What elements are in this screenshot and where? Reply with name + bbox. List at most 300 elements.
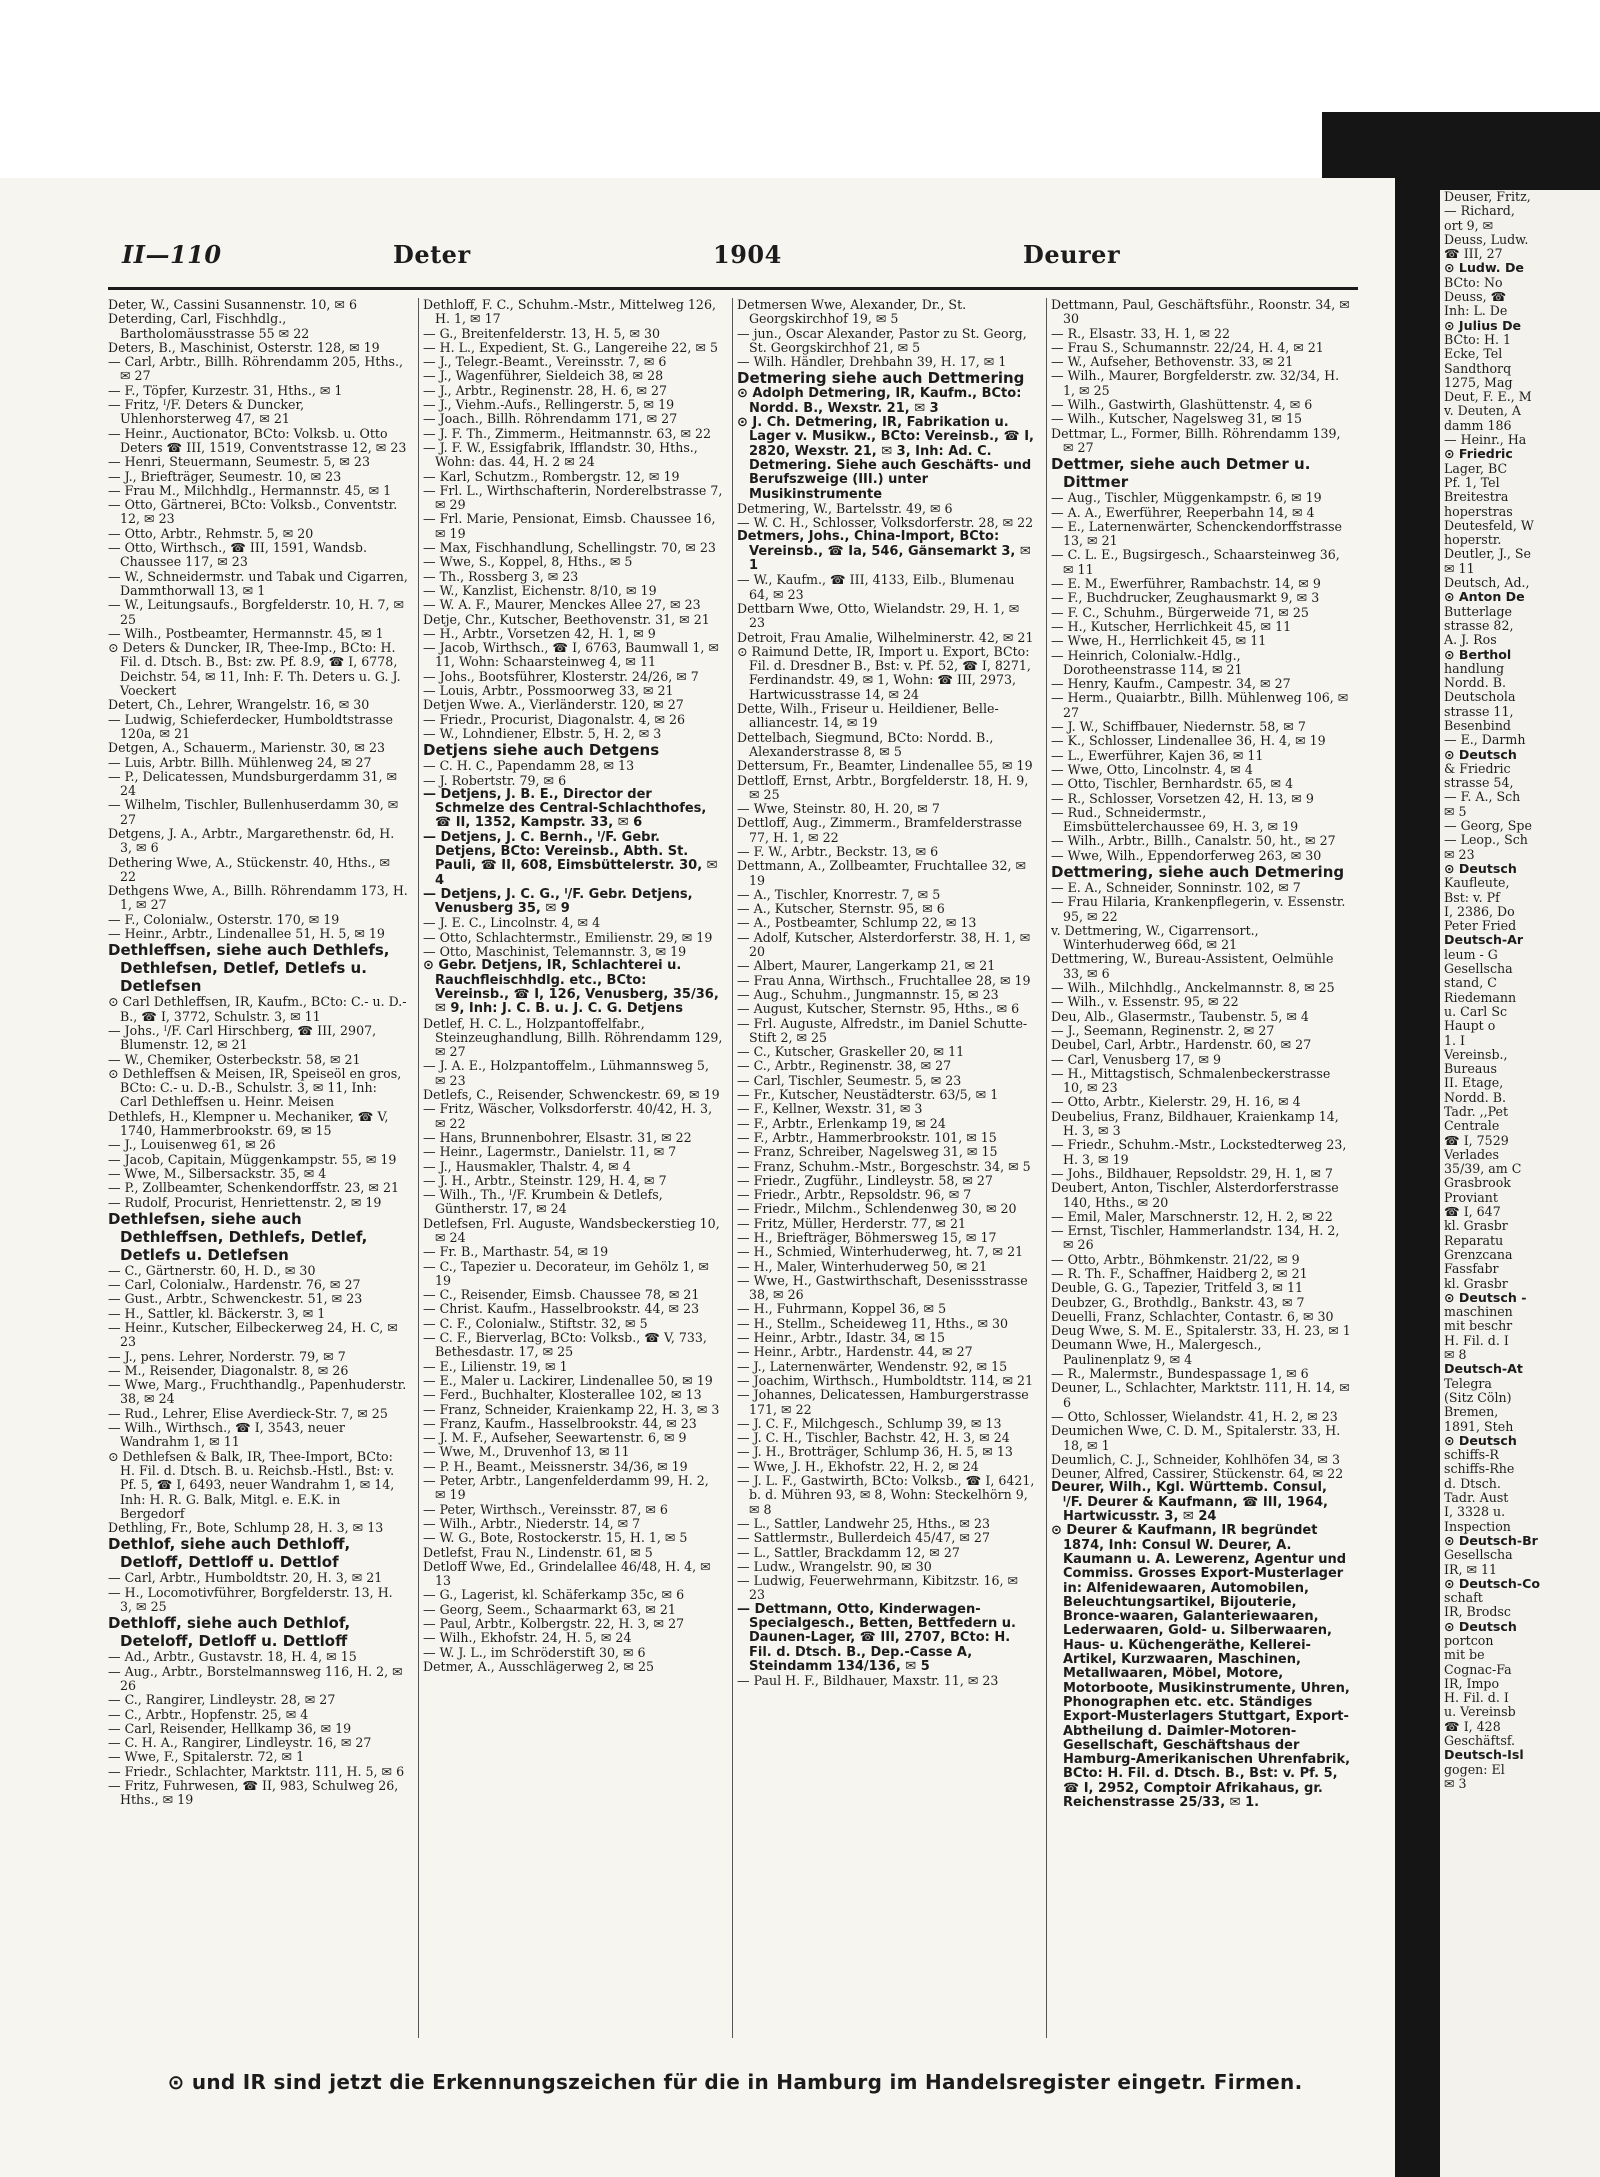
directory-entry: Deuner, L., Schlachter, Marktstr. 111, H. 14, ✉ 6 xyxy=(1051,1380,1350,1410)
directory-entry: — J., Laternenwärter, Wendenstr. 92, ✉ 15 xyxy=(737,1358,1008,1374)
directory-entry: — P., Delicatessen, Mundsburgerdamm 31, ✉ 24 xyxy=(108,768,398,799)
directory-entry: — J. F. W., Essigfabrik, Ifflandstr. 30, Hths., Wohn: das. 44, H. 2 ✉ 24 xyxy=(423,439,698,470)
directory-entry: — Gust., Arbtr., Schwenckestr. 51, ✉ 23 xyxy=(108,1291,363,1307)
directory-entry: Detmering, W., Bartelsstr. 49, ✉ 6 xyxy=(737,500,953,516)
directory-entry: ⊙ Carl Dethleffsen, IR, Kaufm., BCto: C.- u. D.-B., ☎ I, 3772, Schulstr. 3, ✉ 11 xyxy=(108,994,407,1024)
directory-entry: — P. H., Beamt., Meissnerstr. 34/36, ✉ 19 xyxy=(423,1458,688,1474)
directory-entry: — Carl, Arbtr., Billh. Röhrendamm 205, Hths., ✉ 27 xyxy=(108,354,404,384)
adjacent-page-line: mit beschr xyxy=(1444,1318,1513,1334)
directory-entry: — Wwe, M., Silbersackstr. 35, ✉ 4 xyxy=(108,1165,327,1181)
directory-entry: — Aug., Arbtr., Borstelmannsweg 116, H. 2, ✉ 26 xyxy=(108,1663,403,1693)
adjacent-page-line: schiffs-R xyxy=(1444,1447,1499,1463)
adjacent-page-line: leum - G xyxy=(1444,946,1498,962)
directory-entry: Detlefst, Frau N., Lindenstr. 61, ✉ 5 xyxy=(423,1544,653,1560)
directory-entry: Dettelbach, Siegmund, BCto: Nordd. B., Alexanderstrasse 8, ✉ 5 xyxy=(737,729,994,759)
adjacent-page-line: Ecke, Tel xyxy=(1444,346,1503,362)
adjacent-page-line: IR, Impo xyxy=(1444,1675,1500,1691)
directory-entry: — Wwe, H., Gastwirthschaft, Desenissstrasse 38, ✉ 26 xyxy=(737,1272,1028,1303)
directory-entry: — Ludw., Wrangelstr. 90, ✉ 30 xyxy=(737,1558,932,1574)
directory-entry: Deuner, Alfred, Cassirer, Stückenstr. 64, ✉ 22 xyxy=(1051,1466,1344,1482)
adjacent-page-line: ⊙ Julius De xyxy=(1444,317,1522,333)
adjacent-page-line: 1. I xyxy=(1444,1032,1465,1048)
section-heading: Dettmering, siehe auch Detmering xyxy=(1051,862,1345,881)
directory-entry: — H., Schmied, Winterhuderweg, ht. 7, ✉ 21 xyxy=(737,1244,1024,1260)
adjacent-page-line: ⊙ Deutsch - xyxy=(1444,1289,1527,1305)
adjacent-page-line: A. J. Ros xyxy=(1444,632,1497,648)
directory-entry: — C. L. E., Bugsirgesch., Schaarsteinweg 36, ✉ 11 xyxy=(1051,547,1340,577)
year-label: 1904 xyxy=(713,240,782,269)
directory-entry: — W., Kaufm., ☎ III, 4133, Eilb., Blumenau 64, ✉ 23 xyxy=(737,572,1015,602)
directory-entry: — Franz, Schuhm.-Mstr., Borgeschstr. 34, ✉ 5 xyxy=(737,1158,1031,1174)
adjacent-page-line: ⊙ Deutsch xyxy=(1444,746,1517,762)
directory-entry: Deubzer, G., Brothdlg., Bankstr. 43, ✉ 7 xyxy=(1051,1294,1305,1310)
directory-entry: — Otto, Arbtr., Böhmkenstr. 21/22, ✉ 9 xyxy=(1051,1251,1300,1267)
directory-entry: — Frau M., Milchhdlg., Hermannstr. 45, ✉ 1 xyxy=(108,482,392,498)
header-rule xyxy=(108,287,1358,290)
directory-entry: — Wilh., Maurer, Borgfelderstr. zw. 32/34, H. 1, ✉ 25 xyxy=(1051,368,1340,398)
directory-entry: — C. F., Bierverlag, BCto: Volksb., ☎ V, 733, Bethesdastr. 17, ✉ 25 xyxy=(423,1330,707,1360)
directory-entry: — Carl, Venusberg 17, ✉ 9 xyxy=(1051,1051,1222,1067)
adjacent-page-line: Deutschola xyxy=(1444,689,1516,705)
adjacent-page-line: ⊙ Berthol xyxy=(1444,646,1512,662)
directory-entry: — E., Lilienstr. 19, ✉ 1 xyxy=(423,1358,568,1374)
directory-entry: Detlef, H. C. L., Holzpantoffelfabr., Steinzeughandlung, Billh. Röhrendamm 129, ✉ 27 xyxy=(423,1015,723,1060)
adjacent-page-line: Inspection xyxy=(1444,1518,1511,1534)
directory-entry: — C., Reisender, Eimsb. Chaussee 78, ✉ 21 xyxy=(423,1287,700,1303)
directory-entry: — C. H. C., Papendamm 28, ✉ 13 xyxy=(423,758,635,774)
directory-entry: — Henry, Kaufm., Campestr. 34, ✉ 27 xyxy=(1051,676,1291,692)
directory-entry: v. Dettmering, W., Cigarrensort., Winterhuderweg 66d, ✉ 21 xyxy=(1051,922,1259,953)
directory-column-3 xyxy=(737,298,1037,2046)
page-number: II—110 xyxy=(122,240,222,269)
directory-entry: — W., Schneidermstr. und Tabak und Cigarren, Dammthorwall 13, ✉ 1 xyxy=(108,568,408,598)
directory-entry: — Carl, Reisender, Hellkamp 36, ✉ 19 xyxy=(108,1720,352,1736)
adjacent-page-line: ☎ I, 647 xyxy=(1444,1204,1501,1220)
adjacent-page-line: Pf. 1, Tel xyxy=(1444,474,1500,490)
directory-entry: — J., pens. Lehrer, Norderstr. 79, ✉ 7 xyxy=(108,1348,346,1364)
directory-entry: — Rudolf, Procurist, Henriettenstr. 2, ✉ 19 xyxy=(108,1194,382,1210)
directory-entry: — F., Arbtr., Hammerbrookstr. 101, ✉ 15 xyxy=(737,1129,997,1145)
directory-entry: — Dettmann, Otto, Kinderwagen-Specialgesch., Betten, Bettfedern u. Daunen-Lager, ☎ III, 2707, BCto: H. Fil. d. Dtsch. B., Dep.-Casse A, Steindamm 134/136, ✉ 5 xyxy=(737,1601,1016,1674)
adjacent-page-line: ⊙ Ludw. De xyxy=(1444,260,1524,276)
adjacent-page-line: Deutsch, Ad., xyxy=(1444,575,1530,591)
directory-entry: — Friedr., Arbtr., Repsoldstr. 96, ✉ 7 xyxy=(737,1187,972,1203)
directory-entry: — Wilh., Arbtr., Niederstr. 14, ✉ 7 xyxy=(423,1515,641,1531)
directory-entry: — F., Arbtr., Erlenkamp 19, ✉ 24 xyxy=(737,1115,946,1131)
directory-entry: — K., Schlosser, Lindenallee 36, H. 4, ✉ 19 xyxy=(1051,733,1326,749)
directory-entry: — L., Ewerführer, Kajen 36, ✉ 11 xyxy=(1051,747,1264,763)
directory-entry: — J. W., Schiffbauer, Niedernstr. 58, ✉ 7 xyxy=(1051,719,1306,735)
directory-entry: Detmersen Wwe, Alexander, Dr., St. Georgskirchhof 19, ✉ 5 xyxy=(737,298,967,327)
directory-entry: — Johs., Bildhauer, Repsoldstr. 29, H. 1, ✉ 7 xyxy=(1051,1165,1333,1181)
adjacent-page-line: — Richard, xyxy=(1444,203,1515,219)
adjacent-page-line: ⊙ Deutsch xyxy=(1444,1432,1517,1448)
adjacent-page-line: 35/39, am C xyxy=(1444,1161,1522,1177)
section-heading: Dethlefsen, siehe auch Dethleffsen, Dethlefs, Detlef, Detlefs u. Detlefsen xyxy=(108,1209,368,1264)
adjacent-page-line: kl. Grasbr xyxy=(1444,1218,1508,1234)
adjacent-page-line: IR, Brodsc xyxy=(1444,1604,1511,1620)
directory-entry: ⊙ Adolph Detmering, IR, Kaufm., BCto: Nordd. B., Wexstr. 21, ✉ 3 xyxy=(737,386,1022,416)
directory-entry: — Wwe, Steinstr. 80, H. 20, ✉ 7 xyxy=(737,801,940,817)
adjacent-page-line: ⊙ Anton De xyxy=(1444,589,1525,605)
directory-entry: — Ludwig, Feuerwehrmann, Kibitzstr. 16, ✉ 23 xyxy=(737,1573,1019,1603)
directory-entry: — Hans, Brunnenbohrer, Elsastr. 31, ✉ 22 xyxy=(423,1129,692,1145)
directory-entry: — W., Aufseher, Bethovenstr. 33, ✉ 21 xyxy=(1051,354,1294,370)
directory-entry: — R., Elsastr. 33, H. 1, ✉ 22 xyxy=(1051,325,1231,341)
right-headword: Deurer xyxy=(1023,240,1121,269)
directory-entry: — C., Kutscher, Graskeller 20, ✉ 11 xyxy=(737,1044,965,1060)
directory-entry: — J., Hausmakler, Thalstr. 4, ✉ 4 xyxy=(423,1158,631,1174)
adjacent-page-line: Verlades xyxy=(1444,1146,1499,1162)
directory-entry: — Franz, Schreiber, Nagelsweg 31, ✉ 15 xyxy=(737,1144,998,1160)
directory-entry: ⊙ Raimund Dette, IR, Import u. Export, BCto: Fil. d. Dresdner B., Bst: v. Pf. 52, ☎ I, 8271, Ferdinandstr. 49, ✉ 1, Wohn: ☎ III, 2973, Hartwicusstrasse 14, ✉ 24 xyxy=(737,643,1031,702)
adjacent-page-line: Reparatu xyxy=(1444,1232,1504,1248)
adjacent-page-line: 1275, Mag xyxy=(1444,374,1513,390)
directory-entry: — C., Arbtr., Reginenstr. 38, ✉ 27 xyxy=(737,1058,952,1074)
directory-entry: ⊙ Deters & Duncker, IR, Thee-Imp., BCto: H. Fil. d. Dtsch. B., Bst: zw. Pf. 8.9, ☎ I, 6778, Deichstr. 54, ✉ 11, Inh: F. Th. Deters u. G. J. Voeckert xyxy=(108,640,401,699)
directory-entry: — Ludwig, Schieferdecker, Humboldtstrasse 120a, ✉ 21 xyxy=(108,711,393,741)
adjacent-page-line: Fassfabr xyxy=(1444,1261,1499,1277)
directory-entry: — Christ. Kaufm., Hasselbrookstr. 44, ✉ 23 xyxy=(423,1301,700,1317)
adjacent-page-line: BCto: No xyxy=(1444,274,1503,290)
directory-entry: — Ferd., Buchhalter, Klosterallee 102, ✉ 13 xyxy=(423,1387,702,1403)
directory-column-1 xyxy=(108,298,408,2046)
directory-entry: — E., Maler u. Lackirer, Lindenallee 50, ✉ 19 xyxy=(423,1372,713,1388)
directory-entry: — F. C., Schuhm., Bürgerweide 71, ✉ 25 xyxy=(1051,604,1309,620)
directory-entry: — Peter, Wirthsch., Vereinsstr. 87, ✉ 6 xyxy=(423,1501,668,1517)
directory-entry: — H., Locomotivführer, Borgfelderstr. 13, H. 3, ✉ 25 xyxy=(108,1584,393,1615)
adjacent-page-line: Geschäftsf. xyxy=(1444,1733,1516,1749)
directory-entry: — Wilh., Th., ᴵ/F. Krumbein & Detlefs, Güntherstr. 17, ✉ 24 xyxy=(423,1187,663,1217)
adjacent-page-line: Bureaus xyxy=(1444,1061,1497,1077)
directory-entry: Dettloff, Ernst, Arbtr., Borgfelderstr. 18, H. 9, ✉ 25 xyxy=(737,772,1029,802)
adjacent-page-line: ⊙ Deutsch xyxy=(1444,860,1517,876)
directory-entry: — Wilh., Wirthsch., ☎ I, 3543, neuer Wandrahm 1, ✉ 11 xyxy=(108,1420,345,1450)
directory-entry: Dettbarn Wwe, Otto, Wielandstr. 29, H. 1, ✉ 23 xyxy=(737,600,1020,631)
adjacent-page-line: ☎ I, 428 xyxy=(1444,1718,1501,1734)
adjacent-page-line: stand, C xyxy=(1444,975,1497,991)
directory-entry: — Fr. B., Marthastr. 54, ✉ 19 xyxy=(423,1244,609,1260)
directory-entry: — J. C. H., Tischler, Bachstr. 42, H. 3, ✉ 24 xyxy=(737,1430,1010,1446)
directory-entry: Deubelius, Franz, Bildhauer, Kraienkamp 14, H. 3, ✉ 3 xyxy=(1051,1108,1339,1139)
directory-entry: — Friedr., Schlachter, Marktstr. 111, H. 5, ✉ 6 xyxy=(108,1763,405,1779)
directory-entry: Detgens, J. A., Arbtr., Margarethenstr. 6d, H. 3, ✉ 6 xyxy=(108,825,395,856)
adjacent-page-line: Besenbind xyxy=(1444,717,1511,733)
directory-entry: — J. Robertstr. 79, ✉ 6 xyxy=(423,772,567,788)
directory-entry: — Otto, Tischler, Bernhardstr. 65, ✉ 4 xyxy=(1051,776,1294,792)
adjacent-page-line: Grenzcana xyxy=(1444,1246,1513,1262)
directory-entry: — Henri, Steuermann, Seumestr. 5, ✉ 23 xyxy=(108,454,370,470)
directory-entry: — F., Buchdrucker, Zeughausmarkt 9, ✉ 3 xyxy=(1051,590,1320,606)
adjacent-page-line: I, 2386, Do xyxy=(1444,903,1515,919)
adjacent-page-line: Gesellscha xyxy=(1444,1547,1513,1563)
section-heading: Dethleffsen, siehe auch Dethlefs, Dethlefsen, Detlef, Detlefs u. Detlefsen xyxy=(108,941,390,996)
directory-entry: Deubert, Anton, Tischler, Alsterdorferstrasse 140, Hths., ✉ 20 xyxy=(1051,1180,1339,1210)
directory-entry: — H., Kutscher, Herrlichkeit 45, ✉ 11 xyxy=(1051,618,1292,634)
adjacent-page-line: schaft xyxy=(1444,1590,1483,1606)
directory-entry: — C., Gärtnerstr. 60, H. D., ✉ 30 xyxy=(108,1262,316,1278)
adjacent-page-line: ✉ 8 xyxy=(1444,1347,1467,1363)
directory-entry: — J. M. F., Aufseher, Seewartenstr. 6, ✉ 9 xyxy=(423,1430,687,1446)
adjacent-page-line: Deutsch-Ar xyxy=(1444,932,1524,948)
adjacent-page-line: Peter Fried xyxy=(1444,918,1517,934)
adjacent-page-line: damm 186 xyxy=(1444,417,1512,433)
directory-entry: Deterding, Carl, Fischhdlg., Bartholomäusstrasse 55 ✉ 22 xyxy=(108,311,310,341)
directory-entry: — Otto, Wirthsch., ☎ III, 1591, Wandsb. Chaussee 117, ✉ 23 xyxy=(108,540,367,570)
directory-entry: — Wilh., Ekhofstr. 24, H. 5, ✉ 24 xyxy=(423,1630,632,1646)
adjacent-page-line: Cognac-Fa xyxy=(1444,1661,1512,1677)
directory-entry: — Otto, Arbtr., Kielerstr. 29, H. 16, ✉ 4 xyxy=(1051,1094,1301,1110)
directory-entry: — August, Kutscher, Sternstr. 95, Hths., ✉ 6 xyxy=(737,1001,1020,1017)
adjacent-page-line: Tadr. ,,Pet xyxy=(1444,1104,1509,1119)
adjacent-page-line: ☎ I, 7529 xyxy=(1444,1132,1509,1148)
directory-entry: — Rud., Schneidermstr., Eimsbüttelerchaussee 69, H. 3, ✉ 19 xyxy=(1051,804,1299,835)
directory-entry: — R. Th. F., Schaffner, Haidberg 2, ✉ 21 xyxy=(1051,1266,1308,1281)
adjacent-page-line: Nordd. B. xyxy=(1444,675,1507,691)
adjacent-page-line: Haupt o xyxy=(1444,1018,1496,1034)
column-divider xyxy=(418,298,419,2038)
directory-entry: Dethering Wwe, A., Stückenstr. 40, Hths., ✉ 22 xyxy=(108,854,391,884)
directory-entry: — Emil, Maler, Marschnerstr. 12, H. 2, ✉ 22 xyxy=(1051,1208,1333,1224)
adjacent-page-line: maschinen xyxy=(1444,1304,1513,1320)
directory-entry: — J., Louisenweg 61, ✉ 26 xyxy=(108,1137,276,1153)
directory-entry: — Joachim, Wirthsch., Humboldtstr. 114, ✉ 21 xyxy=(737,1372,1034,1388)
directory-entry: Deuelli, Franz, Schlachter, Contastr. 6, ✉ 30 xyxy=(1051,1308,1334,1324)
directory-entry: — Friedr., Milchm., Schlendenweg 30, ✉ 20 xyxy=(737,1201,1017,1217)
directory-column-4 xyxy=(1051,298,1351,2046)
directory-entry: — J. F. Th., Zimmerm., Heitmannstr. 63, ✉ 22 xyxy=(423,425,712,441)
directory-entry: — J., Telegr.-Beamt., Vereinsstr. 7, ✉ 6 xyxy=(423,354,667,370)
adjacent-page-line: schiffs-Rhe xyxy=(1444,1461,1515,1477)
adjacent-page-line: Proviant xyxy=(1444,1189,1498,1205)
directory-entry: — Friedr., Zugführ., Lindleystr. 58, ✉ 27 xyxy=(737,1172,993,1188)
adjacent-page-line: gogen: El xyxy=(1444,1761,1505,1777)
directory-entry: — A. A., Ewerführer, Reeperbahn 14, ✉ 4 xyxy=(1051,504,1315,520)
directory-entry: — Fritz, ᴵ/F. Deters & Duncker, Uhlenhorsterweg 47, ✉ 21 xyxy=(108,397,305,427)
adjacent-page-line: Deutsch-Isl xyxy=(1444,1747,1524,1763)
adjacent-page-line: ☎ III, 27 xyxy=(1444,246,1503,262)
scan-margin-top xyxy=(0,0,1600,112)
directory-entry: — Frl. Auguste, Alfredstr., im Daniel Schutte-Stift 2, ✉ 25 xyxy=(737,1015,1028,1045)
adjacent-page-line: — Leop., Sch xyxy=(1444,832,1528,848)
directory-entry: — H., Maler, Winterhuderweg 50, ✉ 21 xyxy=(737,1258,988,1274)
directory-entry: — W., Kanzlist, Eichenstr. 8/10, ✉ 19 xyxy=(423,582,657,598)
directory-entry: Dette, Wilh., Friseur u. Heildiener, Belle-alliancestr. 14, ✉ 19 xyxy=(737,701,999,731)
directory-entry: — Wwe, H., Herrlichkeit 45, ✉ 11 xyxy=(1051,633,1267,649)
adjacent-page-line: Gesellscha xyxy=(1444,961,1513,977)
adjacent-page-line: Deuss, ☎ xyxy=(1444,289,1507,305)
directory-entry: Deuble, G. G., Tapezier, Tritfeld 3, ✉ 11 xyxy=(1051,1280,1303,1296)
directory-entry: — Paul H. F., Bildhauer, Maxstr. 11, ✉ 23 xyxy=(737,1673,999,1689)
adjacent-page-line: 1891, Steh xyxy=(1444,1418,1514,1434)
directory-entry: — Detjens, J. C. G., ᴵ/F. Gebr. Detjens, Venusberg 35, ✉ 9 xyxy=(423,886,693,917)
directory-entry: — Carl, Colonialw., Hardenstr. 76, ✉ 27 xyxy=(108,1277,361,1293)
directory-entry: — Jacob, Capitain, Müggenkampstr. 55, ✉ 19 xyxy=(108,1151,397,1167)
adjacent-page-line: H. Fil. d. I xyxy=(1444,1690,1509,1706)
directory-entry: — H., Fuhrmann, Koppel 36, ✉ 5 xyxy=(737,1301,947,1317)
directory-entry: — Aug., Tischler, Müggenkampstr. 6, ✉ 19 xyxy=(1051,490,1322,506)
directory-entry: — Friedr., Procurist, Diagonalstr. 4, ✉ 26 xyxy=(423,711,686,727)
adjacent-page-line: hoperstr. xyxy=(1444,532,1502,548)
adjacent-page-line: Deutsch-At xyxy=(1444,1361,1523,1377)
directory-entry: — Wilh. Händler, Drehbahn 39, H. 17, ✉ 1 xyxy=(737,354,1007,370)
directory-entry: ⊙ Dethleffsen & Meisen, IR, Speiseöl en gros, BCto: C.- u. D.-B., Schulstr. 3, ✉ 11, Inh: Carl Dethleffsen u. Heinr. Meisen xyxy=(108,1065,402,1110)
adjacent-page-line: ⊙ Deutsch xyxy=(1444,1618,1517,1634)
directory-entry: — J. H., Arbtr., Steinstr. 129, H. 4, ✉ 7 xyxy=(423,1172,667,1188)
directory-entry: — C., Tapezier u. Decorateur, im Gehölz 1, ✉ 19 xyxy=(423,1258,709,1288)
directory-entry: — Carl, Tischler, Seumestr. 5, ✉ 23 xyxy=(737,1072,962,1088)
directory-entry: — G., Lagerist, kl. Schäferkamp 35c, ✉ 6 xyxy=(423,1587,685,1603)
directory-entry: — Wwe, M., Druvenhof 13, ✉ 11 xyxy=(423,1444,630,1460)
directory-entry: — W. C. H., Schlosser, Volksdorferstr. 28, ✉ 22 xyxy=(737,515,1034,531)
directory-entry: — Wwe, J. H., Ekhofstr. 22, H. 2, ✉ 24 xyxy=(737,1458,979,1474)
adjacent-page-line: Lager, BC xyxy=(1444,460,1508,476)
directory-entry: — Johs., ᴵ/F. Carl Hirschberg, ☎ III, 2907, Blumenstr. 12, ✉ 21 xyxy=(108,1022,377,1053)
directory-entry: — Ernst, Tischler, Hammerlandstr. 134, H. 2, ✉ 26 xyxy=(1051,1223,1340,1253)
directory-entry: Dettersum, Fr., Beamter, Lindenallee 55, ✉ 19 xyxy=(737,758,1033,774)
directory-entry: — Franz, Schneider, Kraienkamp 22, H. 3, ✉ 3 xyxy=(423,1401,720,1417)
directory-entry: — Heinr., Arbtr., Hardenstr. 44, ✉ 27 xyxy=(737,1344,973,1360)
directory-entry: — Otto, Gärtnerei, BCto: Volksb., Conventstr. 12, ✉ 23 xyxy=(108,497,398,527)
directory-entry: — P., Zollbeamter, Schenkendorffstr. 23, ✉ 21 xyxy=(108,1180,399,1196)
directory-entry: — Wilh., Gastwirth, Glashüttenstr. 4, ✉ 6 xyxy=(1051,397,1313,413)
directory-entry: — H., Mittagstisch, Schmalenbeckerstrasse 10, ✉ 23 xyxy=(1051,1065,1331,1096)
adjacent-page-line: portcon xyxy=(1444,1632,1494,1648)
directory-entry: — W., Leitungsaufs., Borgfelderstr. 10, H. 7, ✉ 25 xyxy=(108,597,405,627)
directory-entry: — Albert, Maurer, Langerkamp 21, ✉ 21 xyxy=(737,958,996,974)
adjacent-page-line: Riedemann xyxy=(1444,989,1517,1005)
adjacent-page-line: Nordd. B. xyxy=(1444,1089,1507,1105)
directory-entry: — Heinr., Arbtr., Lindenallee 51, H. 5, ✉ 19 xyxy=(108,926,385,942)
directory-entry: — Friedr., Schuhm.-Mstr., Lockstedterweg 23, H. 3, ✉ 19 xyxy=(1051,1137,1347,1167)
directory-entry: — R., Malermstr., Bundespassage 1, ✉ 6 xyxy=(1051,1366,1309,1382)
adjacent-page-line: Kaufleute, xyxy=(1444,875,1510,891)
directory-entry: — E. A., Schneider, Sonninstr. 102, ✉ 7 xyxy=(1051,879,1301,895)
adjacent-page-line: Breitestra xyxy=(1444,489,1509,505)
directory-entry: — Ad., Arbtr., Gustavstr. 18, H. 4, ✉ 15 xyxy=(108,1649,357,1665)
adjacent-page-line: ✉ 5 xyxy=(1444,803,1467,819)
directory-entry: — Frau Anna, Wirthsch., Fruchtallee 28, ✉ 19 xyxy=(737,972,1031,988)
directory-entry: — L., Sattler, Brackdamm 12, ✉ 27 xyxy=(737,1544,960,1560)
directory-entry: — Wilh., Kutscher, Nagelsweg 31, ✉ 15 xyxy=(1051,411,1302,427)
directory-entry: — Wilh., Milchhdlg., Anckelmannstr. 8, ✉ 25 xyxy=(1051,980,1335,996)
directory-entry: Dettmann, A., Zollbeamter, Fruchtallee 32, ✉ 19 xyxy=(737,858,1027,888)
directory-entry: Dettmann, Paul, Geschäftsführ., Roonstr. 34, ✉ 30 xyxy=(1051,298,1350,327)
directory-entry: Dethloff, F. C., Schuhm.-Mstr., Mittelweg 126, H. 1, ✉ 17 xyxy=(423,298,716,327)
directory-entry: Dettmering, W., Bureau-Assistent, Oelmühle 33, ✉ 6 xyxy=(1051,951,1334,981)
directory-entry: — Jacob, Wirthsch., ☎ I, 6763, Baumwall 1, ✉ 11, Wohn: Schaarsteinweg 4, ✉ 11 xyxy=(423,640,719,670)
adjacent-page-line: Deuser, Fritz, xyxy=(1444,190,1531,204)
adjacent-page-line: Deutesfeld, W xyxy=(1444,517,1534,533)
directory-entry: Dettmar, L., Former, Billh. Röhrendamm 139, ✉ 27 xyxy=(1051,425,1341,455)
page-header xyxy=(108,240,1358,280)
directory-entry: — Detjens, J. C. Bernh., ᴵ/F. Gebr. Detjens, BCto: Vereinsb., Abth. St. Pauli, ☎ II, 608, Eimsbüttelerstr. 30, ✉ 4 xyxy=(423,829,718,888)
directory-entry: — Peter, Arbtr., Langenfelderdamm 99, H. 2, ✉ 19 xyxy=(423,1473,709,1503)
directory-entry: — Wwe, S., Koppel, 8, Hths., ✉ 5 xyxy=(423,554,633,570)
directory-entry: — G., Breitenfelderstr. 13, H. 5, ✉ 30 xyxy=(423,325,661,341)
adjacent-page-line: Deutler, J., Se xyxy=(1444,546,1532,562)
directory-entry: — A., Kutscher, Sternstr. 95, ✉ 6 xyxy=(737,901,945,917)
directory-entry: — Heinrich, Colonialw.-Hdlg., Dorotheenstrasse 114, ✉ 21 xyxy=(1051,647,1243,677)
directory-entry: — J. E. C., Lincolnstr. 4, ✉ 4 xyxy=(423,915,601,931)
directory-entry: — H. L., Expedient, St. G., Langereihe 22, ✉ 5 xyxy=(423,339,718,355)
section-heading: Dethlof, siehe auch Dethloff, Detloff, Dettloff u. Dettlof xyxy=(108,1535,351,1572)
adjacent-page-line: ⊙ Deutsch-Co xyxy=(1444,1575,1540,1591)
directory-entry: — M., Reisender, Diagonalstr. 8, ✉ 26 xyxy=(108,1362,349,1378)
directory-entry: Detlefs, C., Reisender, Schwenckestr. 69, ✉ 19 xyxy=(423,1087,720,1103)
directory-entry: — W., Lohndiener, Elbstr. 5, H. 2, ✉ 3 xyxy=(423,725,662,741)
adjacent-page-fragment xyxy=(1440,190,1600,2177)
directory-entry: Deters, B., Maschinist, Osterstr. 128, ✉ 19 xyxy=(108,339,380,355)
directory-entry: — Wilh., v. Essenstr. 95, ✉ 22 xyxy=(1051,994,1239,1010)
directory-entry: — C., Rangirer, Lindleystr. 28, ✉ 27 xyxy=(108,1692,336,1708)
directory-entry: Deurer, Wilh., Kgl. Württemb. Consul, ᴵ/F. Deurer & Kaufmann, ☎ III, 1964, Hartwicusstr. 3, ✉ 24 xyxy=(1051,1480,1328,1525)
adjacent-page-line: H. Fil. d. I xyxy=(1444,1332,1509,1348)
adjacent-page-line: mit be xyxy=(1444,1647,1485,1663)
adjacent-page-line: v. Deuten, A xyxy=(1444,403,1522,419)
directory-entry: — J. L. F., Gastwirth, BCto: Volksb., ☎ I, 6421, b. d. Mühren 93, ✉ 8, Wohn: Steckelhörn 9, ✉ 8 xyxy=(737,1473,1035,1517)
directory-entry: — Adolf, Kutscher, Alsterdorferstr. 38, H. 1, ✉ 20 xyxy=(737,929,1031,960)
directory-column-2 xyxy=(423,298,723,2046)
directory-entry: — Th., Rossberg 3, ✉ 23 xyxy=(423,568,579,584)
directory-entry: Detloff Wwe, Ed., Grindelallee 46/48, H. 4, ✉ 13 xyxy=(423,1558,711,1589)
directory-entry: Deubel, Carl, Arbtr., Hardenstr. 60, ✉ 27 xyxy=(1051,1037,1312,1053)
directory-entry: — Heinr., Lagermstr., Danielstr. 11, ✉ 7 xyxy=(423,1144,677,1160)
directory-entry: — J., Viehm.-Aufs., Rellingerstr. 5, ✉ 19 xyxy=(423,397,675,413)
directory-entry: — C. F., Colonialw., Stiftstr. 32, ✉ 5 xyxy=(423,1315,648,1331)
directory-entry: Detje, Chr., Kutscher, Beethovenstr. 31, ✉ 21 xyxy=(423,611,710,627)
directory-entry: — Otto, Maschinist, Telemannstr. 3, ✉ 19 xyxy=(423,944,687,960)
directory-entry: — J. A. E., Holzpantoffelm., Lühmannsweg 5, ✉ 23 xyxy=(423,1058,709,1088)
directory-entry: — Fr., Kutscher, Neustädterstr. 63/5, ✉ 1 xyxy=(737,1087,999,1103)
section-heading: Detmering siehe auch Dettmering xyxy=(737,369,1025,388)
directory-entry: — H., Arbtr., Vorsetzen 42, H. 1, ✉ 9 xyxy=(423,625,656,641)
directory-entry: — jun., Oscar Alexander, Pastor zu St. Georg, St. Georgskirchhof 21, ✉ 5 xyxy=(737,325,1027,355)
section-heading: Dethloff, siehe auch Dethlof, Deteloff, Detloff u. Dettloff xyxy=(108,1614,351,1651)
adjacent-page-line: — Georg, Spe xyxy=(1444,818,1532,834)
adjacent-page-line: — Heinr., Ha xyxy=(1444,432,1527,448)
directory-entry: — Wilh., Postbeamter, Hermannstr. 45, ✉ 1 xyxy=(108,625,384,641)
directory-entry: — Herm., Quaiarbtr., Billh. Mühlenweg 106, ✉ 27 xyxy=(1051,690,1349,720)
adjacent-page-line: strasse 11, xyxy=(1444,703,1514,719)
directory-entry: — Heinr., Kutscher, Eilbeckerweg 24, H. C, ✉ 23 xyxy=(108,1320,398,1350)
adjacent-page-line: kl. Grasbr xyxy=(1444,1275,1508,1291)
directory-entry: — J., Briefträger, Seumestr. 10, ✉ 23 xyxy=(108,468,342,484)
directory-entry: Detlefsen, Frl. Auguste, Wandsbeckerstieg 10, ✉ 24 xyxy=(423,1215,720,1245)
directory-entry: — Wwe, Marg., Fruchthandlg., Papenhuderstr. 38, ✉ 24 xyxy=(108,1377,407,1407)
directory-entry: — J., Arbtr., Reginenstr. 28, H. 6, ✉ 27 xyxy=(423,382,668,398)
directory-entry: — Otto, Schlachtermstr., Emilienstr. 29, ✉ 19 xyxy=(423,929,713,945)
directory-entry: — E. M., Ewerführer, Rambachstr. 14, ✉ 9 xyxy=(1051,576,1321,592)
directory-entry: — C., Arbtr., Hopfenstr. 25, ✉ 4 xyxy=(108,1706,309,1722)
adjacent-page-line: BCto: H. 1 xyxy=(1444,331,1512,347)
directory-entry: — Max, Fischhandlung, Schellingstr. 70, ✉ 23 xyxy=(423,540,716,556)
adjacent-page-line: hoperstras xyxy=(1444,503,1513,519)
adjacent-page-line: & Friedric xyxy=(1444,760,1511,776)
directory-entry: — Sattlermstr., Bullerdeich 45/47, ✉ 27 xyxy=(737,1530,990,1546)
adjacent-page-line: d. Dtsch. xyxy=(1444,1475,1501,1491)
adjacent-page-line: ✉ 3 xyxy=(1444,1775,1467,1791)
adjacent-page-line: Vereinsb., xyxy=(1444,1046,1508,1062)
directory-entry: Detmers, Johs., China-Import, BCto: Vereinsb., ☎ Ia, 546, Gänsemarkt 3, ✉ 1 xyxy=(737,529,1031,574)
directory-entry: — Johannes, Delicatessen, Hamburgerstrasse 171, ✉ 22 xyxy=(737,1387,1029,1417)
directory-entry: Dethlefs, H., Klempner u. Mechaniker, ☎ V, 1740, Hammerbrookstr. 69, ✉ 15 xyxy=(108,1108,389,1139)
adjacent-page-line: ✉ 11 xyxy=(1444,560,1475,576)
directory-entry: — J., Wagenführer, Sieldeich 38, ✉ 28 xyxy=(423,368,664,384)
section-heading: Dettmer, siehe auch Detmer u. Dittmer xyxy=(1051,455,1311,492)
adjacent-page-line: Sandthorq xyxy=(1444,360,1512,376)
directory-entry: — Otto, Arbtr., Rehmstr. 5, ✉ 20 xyxy=(108,525,314,541)
